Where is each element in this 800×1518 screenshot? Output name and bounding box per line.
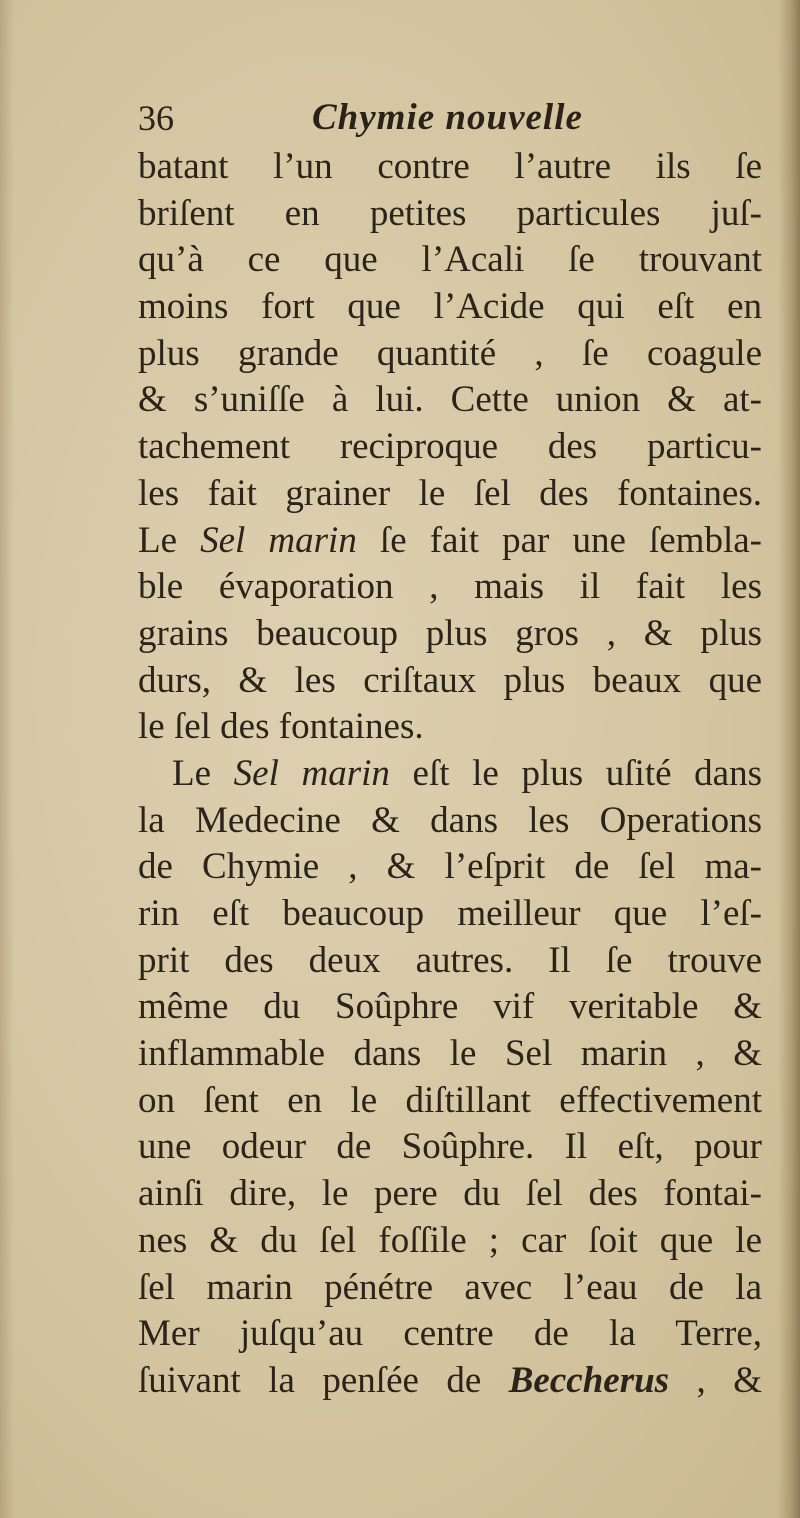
text-segment: ſel marin pénétre avec l’eau de la xyxy=(138,1266,762,1308)
text-line xyxy=(138,1358,762,1405)
text-line xyxy=(138,331,762,378)
text-segment: rin eſt beaucoup meilleur que l’eſ- xyxy=(138,893,762,934)
text-line xyxy=(138,237,762,284)
text-segment: une odeur de Soûphre. Il eſt, pour xyxy=(138,1126,762,1168)
text-line xyxy=(138,1124,762,1171)
text-line xyxy=(138,564,762,611)
text-segment: , & xyxy=(669,1359,763,1401)
text-segment: on ſent en le diſtillant effectivement xyxy=(138,1079,762,1121)
text-segment: inflammable dans le Sel marin , & xyxy=(138,1033,762,1075)
page-number: 36 xyxy=(138,98,174,138)
text-line xyxy=(138,704,762,751)
text-line xyxy=(138,424,762,471)
text-segment: Le xyxy=(172,752,234,794)
text-line xyxy=(138,984,762,1031)
text-segment: de Chymie , & l’eſprit de ſel ma- xyxy=(138,846,762,888)
text-line xyxy=(138,1171,762,1218)
text-line xyxy=(138,658,762,705)
text-line xyxy=(138,144,762,191)
text-segment: ainſi dire, le pere du ſel des fontai- xyxy=(138,1173,762,1215)
italic-term: Beccherus xyxy=(508,1359,670,1401)
text-segment: ſuivant la penſée de xyxy=(138,1359,509,1401)
body-text xyxy=(138,144,762,1405)
page-header xyxy=(138,92,768,144)
italic-term: Sel marin xyxy=(200,519,357,561)
running-title: Chymie nouvelle xyxy=(312,97,583,138)
text-segment: ſe fait par une ſembla- xyxy=(356,519,762,561)
text-segment: prit des deux autres. Il ſe trouve xyxy=(138,939,762,981)
text-segment: la Medecine & dans les Operations xyxy=(138,799,762,841)
text-line xyxy=(138,891,762,938)
text-segment: durs, & les criſtaux plus beaux que xyxy=(138,659,762,701)
italic-term: Sel marin xyxy=(233,752,390,794)
text-line xyxy=(138,1311,762,1358)
text-segment: les fait grainer le ſel des fontaines. xyxy=(138,472,762,514)
text-segment: qu’à ce que l’Acali ſe trouvant xyxy=(138,239,762,281)
text-line xyxy=(138,938,762,985)
text-segment: grains beaucoup plus gros , & plus xyxy=(138,612,762,654)
text-line xyxy=(138,1218,762,1265)
text-segment: Le xyxy=(138,519,201,561)
text-segment: plus grande quantité , ſe coagule xyxy=(138,332,762,374)
text-line xyxy=(138,844,762,891)
text-segment: batant l’un contre l’autre ils ſe xyxy=(138,146,762,187)
text-line xyxy=(138,191,762,238)
text-line xyxy=(138,1265,762,1312)
text-segment: nes & du ſel foſſile ; car ſoit que le xyxy=(138,1219,762,1261)
text-line xyxy=(138,798,762,845)
text-line xyxy=(138,284,762,331)
text-line xyxy=(138,1078,762,1125)
text-line xyxy=(138,377,762,424)
text-segment: tachement reciproque des particu- xyxy=(138,426,762,468)
text-line xyxy=(138,611,762,658)
text-segment: moins fort que l’Acide qui eſt en xyxy=(138,286,762,328)
text-segment: briſent en petites particules juſ- xyxy=(138,192,762,234)
text-segment: eſt le plus uſité dans xyxy=(389,752,762,794)
text-segment: le ſel des fontaines. xyxy=(138,706,424,748)
page-shadow-left xyxy=(0,0,14,1518)
text-line xyxy=(138,471,762,518)
text-segment: Mer juſqu’au centre de la Terre, xyxy=(138,1313,762,1355)
text-segment: & s’uniſſe à lui. Cette union & at- xyxy=(138,379,762,421)
text-line xyxy=(138,1031,762,1078)
text-line xyxy=(138,751,762,798)
text-line xyxy=(138,518,762,565)
text-segment: ble évaporation , mais il fait les xyxy=(138,566,762,608)
page-shadow-right xyxy=(778,0,800,1518)
text-segment: même du Soûphre vif veritable & xyxy=(138,986,762,1028)
